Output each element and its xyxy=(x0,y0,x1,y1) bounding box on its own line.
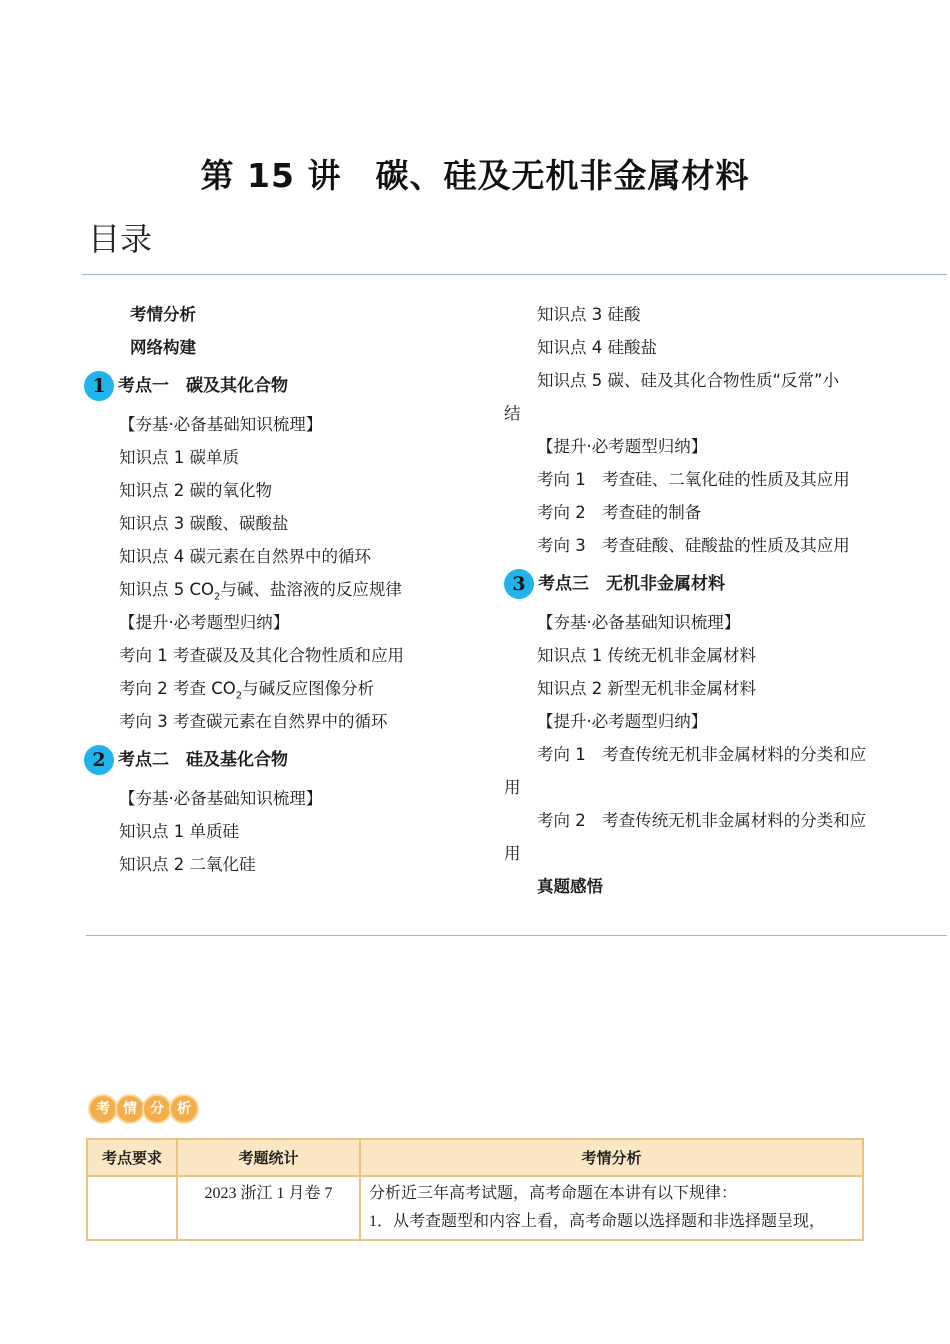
toc-p2-k5-cont[interactable]: 结 xyxy=(504,404,521,423)
toc-p1-k5-label-b: 与碱、盐溶液的反应规律 xyxy=(220,580,402,599)
toc-p2-up[interactable]: 【提升·必考题型归纳】 xyxy=(537,437,708,456)
toc-p1-k4[interactable] xyxy=(84,540,504,573)
toc-p1-k5-sub: 2 xyxy=(214,591,221,603)
toc-p3-up[interactable]: 【提升·必考题型归纳】 xyxy=(537,712,708,731)
toc-p1-k5-label-a: 知识点 5 CO xyxy=(119,580,214,599)
toc-p3-k1[interactable]: 知识点 1 传统无机非金属材料 xyxy=(537,646,756,665)
point1-title: 考点一 碳及其化合物 xyxy=(118,376,288,396)
number-badge-3-icon: 3 xyxy=(504,569,534,599)
number-badge-1-icon: 1 xyxy=(84,371,114,401)
toc-p2-d2[interactable]: 考向 2 考查硅的制备 xyxy=(537,503,702,522)
toc-p1-up[interactable]: 【提升·必考题型归纳】 xyxy=(119,613,290,632)
toc-p3-d2-cont[interactable]: 用 xyxy=(504,844,521,863)
toc-p1-k4-label: 知识点 4 碳元素在自然界中的循环 xyxy=(119,547,371,566)
toc-p1-k2[interactable] xyxy=(84,474,504,507)
tag-char-3: 分 xyxy=(142,1094,172,1124)
point3-title: 考点三 无机非金属材料 xyxy=(538,574,725,594)
exam-analysis-table xyxy=(86,1138,864,1241)
toc-right-column xyxy=(504,298,944,903)
toc-p3-d2[interactable]: 考向 2 考查传统无机非金属材料的分类和应 xyxy=(537,811,867,830)
toc-p2-k1[interactable]: 知识点 1 单质硅 xyxy=(119,822,239,841)
header-analysis: 考情分析 xyxy=(360,1139,863,1176)
toc-heading: 目录 xyxy=(88,220,153,258)
number-badge-2-icon: 2 xyxy=(84,745,114,775)
exam-analysis-tag xyxy=(88,1094,196,1124)
toc-p1-d2-label-b: 与碱反应图像分析 xyxy=(242,679,375,698)
toc-p2-k4[interactable]: 知识点 4 硅酸盐 xyxy=(537,338,657,357)
toc-p1-d2-label-a: 考向 2 考查 CO xyxy=(119,679,236,698)
tag-char-1: 考 xyxy=(88,1094,118,1124)
toc-p3-basic[interactable]: 【夯基·必备基础知识梳理】 xyxy=(537,613,741,632)
toc-p1-k3-label: 知识点 3 碳酸、碳酸盐 xyxy=(119,514,289,533)
table-header-row xyxy=(87,1139,863,1176)
toc-p2-k2[interactable]: 知识点 2 二氧化硅 xyxy=(119,855,256,874)
toc-bottom-divider xyxy=(86,935,947,936)
toc-p1-k5[interactable] xyxy=(84,573,504,606)
point2-title: 考点二 硅及基化合物 xyxy=(118,750,288,770)
toc-p1-k1[interactable] xyxy=(84,441,504,474)
cell-requirement xyxy=(87,1176,177,1240)
tag-char-2: 情 xyxy=(115,1094,145,1124)
toc-network-link[interactable]: 网络构建 xyxy=(130,338,196,357)
cell-statistics: 2023 浙江 1 月卷 7 xyxy=(177,1176,360,1240)
cell-analysis xyxy=(360,1176,863,1240)
header-statistics: 考题统计 xyxy=(177,1139,360,1176)
toc-p2-d1[interactable]: 考向 1 考查硅、二氧化硅的性质及其应用 xyxy=(537,470,850,489)
toc-p1-d1[interactable]: 考向 1 考查碳及及其化合物性质和应用 xyxy=(119,646,404,665)
toc-p2-d3[interactable]: 考向 3 考查硅酸、硅酸盐的性质及其应用 xyxy=(537,536,850,555)
toc-p1-k2-label: 知识点 2 碳的氧化物 xyxy=(119,481,272,500)
toc-p1-d2-sub: 2 xyxy=(235,690,243,702)
toc-p2-basic[interactable]: 【夯基·必备基础知识梳理】 xyxy=(119,789,323,808)
toc-p1-d2[interactable] xyxy=(84,672,504,705)
toc-point3-link[interactable] xyxy=(504,562,944,606)
lecture-title: 第 15 讲 碳、硅及无机非金属材料 xyxy=(200,156,750,195)
toc-p3-d1[interactable]: 考向 1 考查传统无机非金属材料的分类和应 xyxy=(537,745,867,764)
toc-p1-k1-label: 知识点 1 碳单质 xyxy=(119,448,239,467)
header-requirement: 考点要求 xyxy=(87,1139,177,1176)
analysis-line-2: 1．从考查题型和内容上看，高考命题以选择题和非选择题呈现， xyxy=(369,1213,826,1230)
toc-real-link[interactable]: 真题感悟 xyxy=(537,877,603,896)
toc-analysis-link[interactable]: 考情分析 xyxy=(130,305,196,324)
toc-left-column xyxy=(84,298,504,881)
toc-p1-basic[interactable]: 【夯基·必备基础知识梳理】 xyxy=(119,415,323,434)
toc-p2-k5[interactable]: 知识点 5 碳、硅及其化合物性质“反常”小 xyxy=(537,371,840,390)
toc-p1-d3[interactable]: 考向 3 考查碳元素在自然界中的循环 xyxy=(119,712,388,731)
table-row xyxy=(87,1176,863,1240)
analysis-line-1: 分析近三年高考试题，高考命题在本讲有以下规律： xyxy=(369,1185,738,1202)
toc-point1-link[interactable] xyxy=(84,364,504,408)
toc-p3-k2[interactable]: 知识点 2 新型无机非金属材料 xyxy=(537,679,756,698)
tag-char-4: 析 xyxy=(169,1094,199,1124)
toc-point2-link[interactable] xyxy=(84,738,504,782)
toc-p3-d1-cont[interactable]: 用 xyxy=(504,778,521,797)
toc-p2-k3[interactable]: 知识点 3 硅酸 xyxy=(537,305,641,324)
toc-top-divider xyxy=(82,274,947,275)
toc-p1-k3[interactable] xyxy=(84,507,504,540)
